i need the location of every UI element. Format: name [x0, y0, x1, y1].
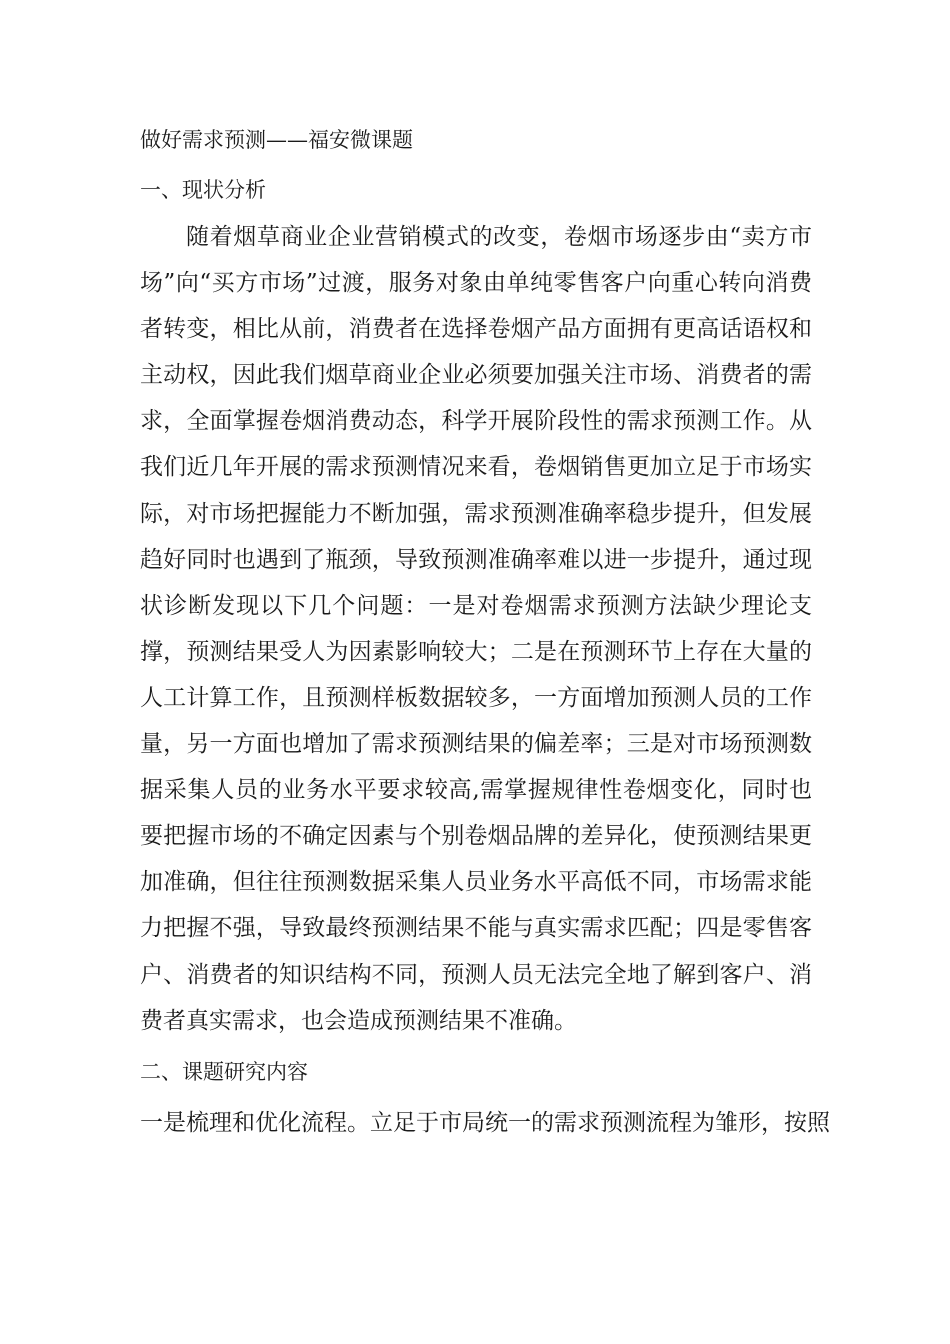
document-body: [140, 118, 830, 1146]
section-2-heading: 二、课题研究内容: [140, 1059, 308, 1084]
document-title: 做好需求预测——福安微课题: [140, 128, 413, 152]
section-1-paragraph: 随着烟草商业企业营销模式的改变，卷烟市场逐步由“卖方市场”向“买方市场”过渡，服务对象由单纯零售客户向重心转向消费者转变，相比从前，消费者在选择卷烟产品方面拥有更高话语权和主动权，因此我们烟草商业企业必须要加强关注市场、消费者的需求，全面掌握卷烟消费动态，科学开展阶段性的需求预测工作。从我们近几年开展的需求预测情况来看，卷烟销售更加立足于市场实际，对市场把握能力不断加强，需求预测准确率稳步提升，但发展趋好同时也遇到了瓶颈，导致预测准确率难以进一步提升，通过现状诊断发现以下几个问题：一是对卷烟需求预测方法缺少理论支撑，预测结果受人为因素影响较大；二是在预测环节上存在大量的人工计算工作，且预测样板数据较多，一方面增加预测人员的工作量，另一方面也增加了需求预测结果的偏差率；三是对市场预测数据采集人员的业务水平要求较高,需掌握规律性卷烟变化，同时也要把握市场的不确定因素与个别卷烟品牌的差异化，使预测结果更加准确，但往往预测数据采集人员业务水平高低不同，市场需求能力把握不强，导致最终预测结果不能与真实需求匹配；四是零售客户、消费者的知识结构不同，预测人员无法完全地了解到客户、消费者真实需求，也会造成预测结果不准确。: [140, 224, 812, 1034]
section-2-paragraph: 一是梳理和优化流程。立足于市局统一的需求预测流程为雏形，按照: [140, 1109, 830, 1136]
section-1-heading: 一、现状分析: [140, 178, 266, 202]
